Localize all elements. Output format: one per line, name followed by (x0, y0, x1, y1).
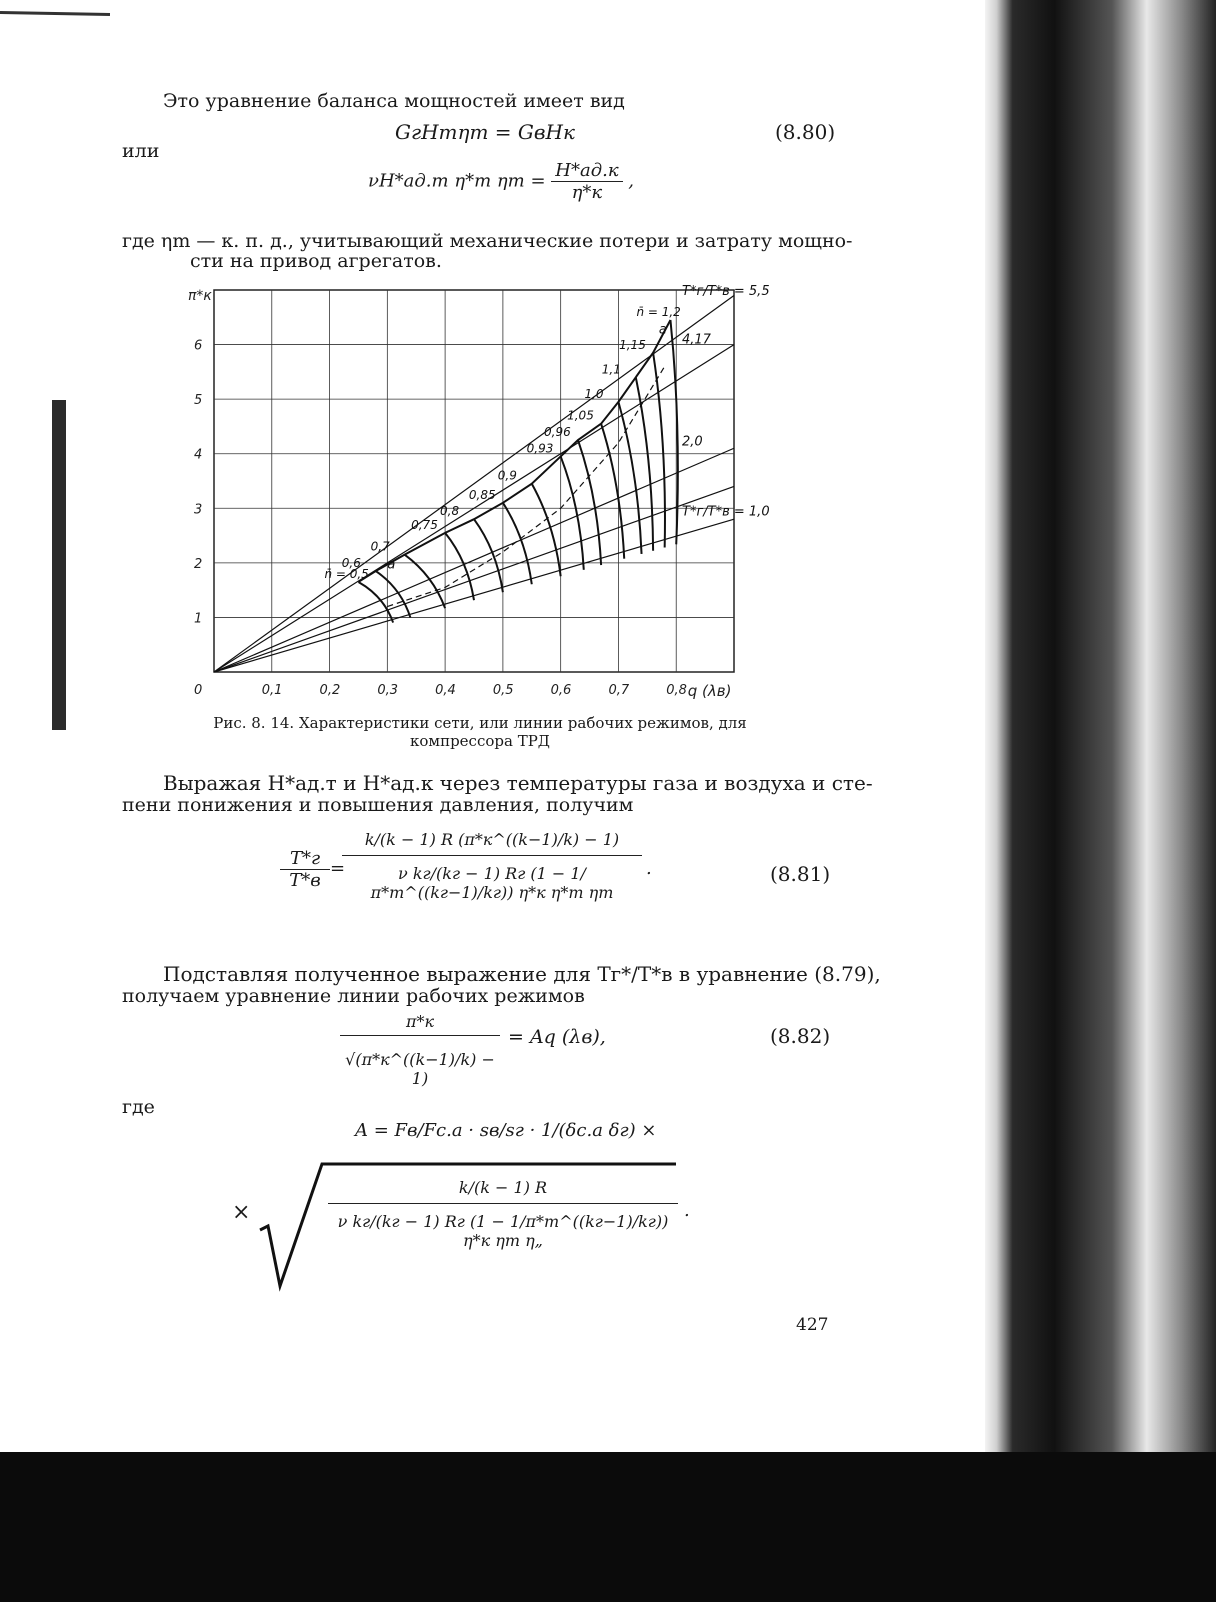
eq-881-lhs-den: T*в (289, 870, 321, 891)
speed-label: 1,15 (619, 337, 646, 352)
equation-8-81 (280, 820, 660, 950)
x-tick-label: 0,3 (377, 683, 399, 698)
text-or: или (122, 140, 160, 162)
eq-881-bottom: ν kг/(kг − 1) Rг (1 − 1/π*т^((kг−1)/kг)) η*к η*т ηm (370, 864, 614, 902)
eq-881-lhs-num: T*г (280, 848, 330, 870)
speed-line (653, 353, 665, 548)
eq-880b-left: νH*ад.т η*т ηm = (368, 170, 546, 192)
speed-label: 0,93 (526, 441, 554, 456)
equation-number-8-81: (8.81) (770, 862, 831, 886)
speed-label: 1,0 (584, 386, 604, 401)
equation-number-8-82: (8.82) (770, 1024, 831, 1048)
equation-number-8-80: (8.80) (775, 120, 836, 144)
eq-881-lhs (280, 848, 330, 891)
equation-8-82 (340, 1012, 640, 1092)
origin-label: 0 (194, 683, 203, 698)
speed-label: 0,9 (497, 468, 517, 483)
speed-label: 1,1 (601, 362, 621, 377)
speed-line (601, 424, 624, 559)
temperature-ratio-line (214, 295, 734, 672)
eq-880b-fraction (551, 160, 622, 203)
figure-caption (200, 714, 760, 750)
para2-line-1: Выражая H*ад.т и H*ад.к через температуры газа и воздуха и сте- (163, 771, 873, 795)
speed-label: 0,75 (411, 517, 438, 532)
y-axis-label: π*к (188, 288, 212, 304)
eq-A-period: . (684, 1200, 690, 1221)
annotation-a: a (387, 557, 396, 573)
para3-line-2: получаем уравнение линии рабочих режимов (122, 985, 585, 1007)
annotation-a-top: a (658, 322, 667, 338)
eq-881-period: . (646, 858, 652, 879)
temperature-ratio-label: T*г/T*в = 5,5 (682, 284, 770, 300)
equation-8-80b: νH*ад.т η*т ηm = $\frac{H*ад.к}{\eta*к}$ , (368, 160, 635, 203)
compressor-chart (188, 284, 770, 706)
speed-label: 0,7 (370, 539, 390, 554)
y-tick-label: 1 (194, 611, 203, 627)
speed-label: 1,05 (567, 408, 594, 423)
eq-A-top: k/(k − 1) R (328, 1178, 678, 1204)
speed-line (636, 377, 653, 550)
eq-882-numerator: π*к (340, 1012, 500, 1036)
eq-880b-numerator: H*ад.к (551, 160, 622, 182)
x-axis-label: q (λв) (687, 682, 732, 700)
text-line-1: Это уравнение баланса мощностей имеет вид (163, 90, 625, 112)
caption-line-2: компрессора ТРД (410, 732, 550, 750)
x-tick-label: 0,7 (608, 683, 630, 698)
temperature-ratio-label: T*г/T*в = 1,0 (682, 504, 770, 520)
equation-8-80: GгHтηm = GвHк (395, 120, 575, 144)
scan-left-shadow (52, 400, 66, 730)
y-tick-label: 4 (194, 447, 203, 463)
temperature-ratio-label: 4,17 (682, 332, 711, 348)
speed-label: 0,8 (440, 504, 460, 519)
eq-A-fraction (328, 1178, 678, 1250)
x-tick-label: 0,6 (550, 683, 572, 698)
text-where-2: где (122, 1096, 155, 1118)
scan-bottom-shadow (0, 1452, 1216, 1602)
eq-880b-denominator: η*к (571, 182, 603, 203)
speed-label: 0,96 (544, 425, 571, 440)
x-tick-label: 0,5 (492, 683, 514, 698)
caption-line-1: Рис. 8. 14. Характеристики сети, или линии рабочих режимов, для (213, 714, 747, 732)
y-tick-label: 6 (194, 338, 203, 354)
speed-line (670, 320, 677, 544)
x-tick-label: 0,4 (435, 683, 456, 698)
speed-line (503, 503, 532, 584)
speed-line (561, 456, 584, 569)
chart-labels (188, 284, 770, 700)
speed-line (532, 484, 561, 577)
scan-top-mark (0, 11, 110, 16)
eq-881-equals: = (330, 858, 346, 879)
y-tick-label: 5 (194, 393, 203, 409)
eq-882-fraction (340, 1012, 500, 1088)
speed-label: 0,6 (341, 556, 361, 571)
where-line-2: сти на привод агрегатов. (190, 250, 442, 272)
where-line-1: где ηm — к. п. д., учитывающий механические потери и затрату мощно- (122, 230, 853, 252)
speed-label: n̄ = 0,5 (324, 566, 369, 581)
y-tick-label: 3 (194, 502, 203, 518)
scan-right-shadow (985, 0, 1216, 1470)
equation-A-line-1: A = Fв/Fс.а · sв/sг · 1/(δс.а δг) × (355, 1120, 657, 1141)
eq-882-denominator: √(π*к^((k−1)/k) − 1) (345, 1050, 495, 1088)
speed-line (474, 519, 503, 592)
equation-A-root (232, 1160, 702, 1300)
speed-label: 0,85 (468, 487, 496, 502)
para3-line-1: Подставляя полученное выражение для Tг*/T*в в уравнение (8.79), (163, 962, 881, 986)
temperature-ratio-label: 2,0 (682, 434, 703, 450)
y-tick-label: 2 (194, 556, 203, 572)
temperature-ratio-line (214, 448, 734, 672)
chart-lines (214, 295, 734, 672)
speed-label: n̄ = 1,2 (636, 305, 681, 320)
page-number: 427 (796, 1315, 829, 1335)
eq-881-top: k/(k − 1) R (π*к^((k−1)/k) − 1) (342, 830, 642, 856)
eq-881-rhs (342, 830, 642, 902)
eq-A-bottom: ν kг/(kг − 1) Rг (1 − 1/π*т^((kг−1)/kг)) η*к ηт η„ (337, 1212, 669, 1250)
para2-line-2: пени понижения и повышения давления, получим (122, 794, 634, 816)
x-tick-label: 0,1 (261, 683, 283, 698)
x-tick-label: 0,2 (319, 683, 341, 698)
eq-882-rhs: = Aq (λв), (508, 1026, 606, 1048)
x-tick-label: 0,8 (666, 683, 687, 698)
eq-A-times: × (232, 1200, 251, 1225)
temperature-ratio-line (214, 486, 734, 672)
